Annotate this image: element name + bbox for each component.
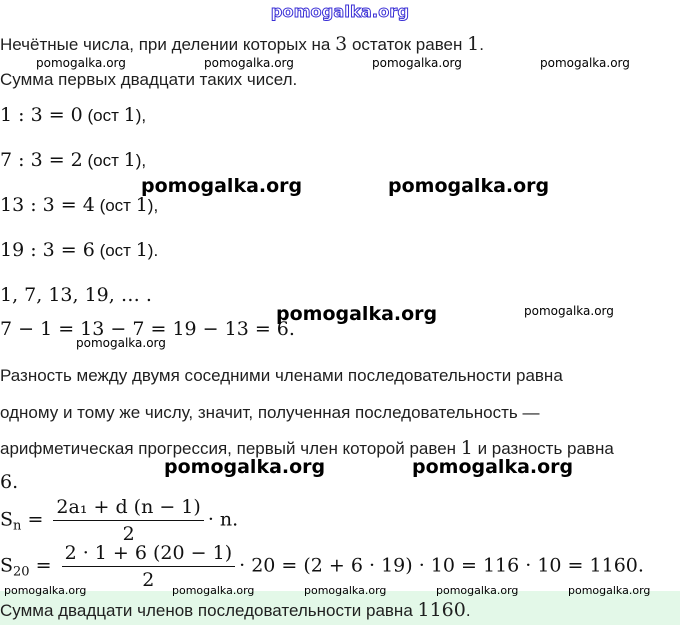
division-line-2 (0, 149, 146, 171)
watermark: pomogalka.org (4, 584, 87, 597)
watermark: pomogalka.org (412, 456, 574, 478)
fraction-numerator: 2 · 1 + 6 (20 − 1) (62, 542, 236, 567)
remainder-value: 1 (135, 239, 148, 261)
division-line-4 (0, 239, 158, 261)
formula-tail: · n. (207, 508, 239, 531)
watermark: pomogalka.org (141, 175, 303, 197)
remainder-note-a: (ост (82, 151, 124, 170)
equals-sign: = (29, 554, 52, 577)
sum-subscript: 20 (13, 564, 30, 580)
watermark: pomogalka.org (36, 56, 126, 70)
intro-line-2: Сумма первых двадцати таких чисел. (0, 70, 298, 89)
equals-sign: = (21, 508, 44, 531)
division-expr: 19 : 3 = 6 (0, 239, 95, 261)
sum-fraction (53, 496, 203, 545)
first-term-value: 1 (460, 437, 473, 459)
remainder-note-a: (ост (94, 196, 136, 215)
watermark: pomogalka.org (76, 336, 166, 350)
difference-value-line: 6. (0, 471, 19, 493)
watermark: pomogalka.org (204, 56, 294, 70)
site-logo[interactable]: pomogalka.org (270, 2, 410, 21)
watermark: pomogalka.org (372, 56, 462, 70)
remainder-value: 1 (123, 104, 136, 126)
intro-end: . (479, 35, 484, 54)
watermark: pomogalka.org (388, 175, 550, 197)
paragraph-line-2: одному и тому же числу, значит, полученная последовательность — (0, 403, 540, 422)
watermark: pomogalka.org (276, 303, 438, 325)
intro-text-a: Нечётные числа, при делении которых на (0, 35, 336, 54)
paragraph-line-1: Разность между двумя соседними членами последовательности равна (0, 366, 563, 385)
sum-subscript: n (13, 518, 22, 534)
calculation-tail: · 20 = (2 + 6 · 19) · 10 = 116 · 10 = 1160. (239, 554, 644, 577)
paragraph-text-a: арифметическая прогрессия, первый член которой равен (0, 439, 461, 458)
intro-line-1 (0, 33, 484, 55)
watermark: pomogalka.org (304, 584, 387, 597)
differences-line: 7 − 1 = 13 − 7 = 19 − 13 = 6. (0, 318, 295, 340)
fraction-denominator: 2 (142, 569, 155, 591)
answer-line (0, 599, 471, 621)
watermark: pomogalka.org (540, 56, 630, 70)
remainder-value: 1 (135, 194, 148, 216)
answer-end: . (465, 601, 471, 620)
division-line-1 (0, 104, 146, 126)
sum-symbol: S (0, 554, 14, 577)
fraction-denominator: 2 (122, 523, 135, 545)
remainder-value: 1 (123, 149, 136, 171)
paragraph-text-b: и разность равна (472, 439, 614, 458)
watermark: pomogalka.org (164, 456, 326, 478)
division-line-3 (0, 194, 158, 216)
division-expr: 13 : 3 = 4 (0, 194, 95, 216)
remainder-note-b: ), (135, 106, 147, 125)
fraction-numerator: 2a₁ + d (n − 1) (53, 496, 203, 521)
watermark: pomogalka.org (436, 584, 519, 597)
intro-divisor: 3 (335, 33, 348, 55)
sequence-line: 1, 7, 13, 19, … . (0, 284, 152, 306)
remainder-note-b: ), (135, 151, 147, 170)
watermark: pomogalka.org (172, 584, 255, 597)
remainder-note-a: (ост (82, 106, 124, 125)
watermark: pomogalka.org (524, 304, 614, 318)
intro-remainder: 1 (467, 33, 480, 55)
remainder-note-a: (ост (94, 241, 136, 260)
answer-text: Сумма двадцати членов последовательности равна (0, 601, 418, 620)
remainder-note-b: ), (147, 196, 159, 215)
answer-value: 1160 (417, 599, 466, 621)
division-expr: 1 : 3 = 0 (0, 104, 83, 126)
sum-formula (0, 496, 238, 545)
watermark: pomogalka.org (568, 584, 651, 597)
sum-symbol: S (0, 508, 14, 531)
division-expr: 7 : 3 = 2 (0, 149, 83, 171)
intro-text-b: остаток равен (347, 35, 468, 54)
remainder-note-b: ). (147, 241, 159, 260)
